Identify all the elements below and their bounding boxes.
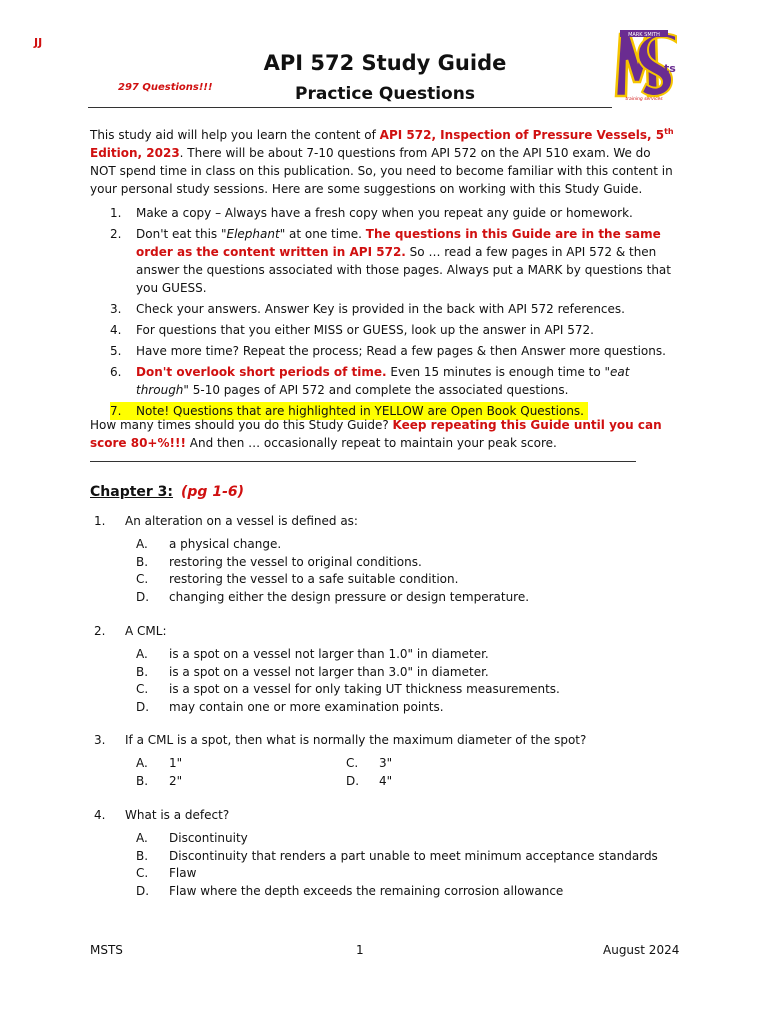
option-text: Flaw xyxy=(169,866,197,880)
answer-options xyxy=(136,646,684,716)
option-letter: A. xyxy=(136,647,148,661)
tip-item xyxy=(110,363,680,399)
page-subtitle: Practice Questions xyxy=(295,84,475,104)
tip-number: 7. xyxy=(110,404,122,418)
tip-text: " at one time. xyxy=(279,227,366,241)
option-letter: C. xyxy=(346,756,359,770)
question xyxy=(94,514,684,606)
option-letter: D. xyxy=(136,589,150,604)
closing-text-rest: And then … occasionally repeat to maintain your peak score. xyxy=(185,436,557,450)
option-letter: C. xyxy=(136,682,149,696)
option-text: restoring the vessel to original conditions. xyxy=(169,554,422,569)
answer-options xyxy=(136,830,684,900)
question-text: If a CML is a spot, then what is normally the maximum diameter of the spot? xyxy=(125,733,587,747)
chapter-heading xyxy=(90,484,244,500)
option-text: Flaw where the depth exceeds the remaining corrosion allowance xyxy=(169,883,564,898)
option-text: a physical change. xyxy=(169,537,282,551)
tip-text: Make a copy – Always have a fresh copy when you repeat any guide or homework. xyxy=(136,206,633,220)
question-text: An alteration on a vessel is defined as: xyxy=(125,514,358,528)
tip-item xyxy=(110,321,680,339)
tip-number: 1. xyxy=(110,206,122,220)
tip-item xyxy=(110,204,680,222)
answer-option xyxy=(136,865,684,883)
option-letter: B. xyxy=(136,848,149,863)
tip-text-emphasis: Don't overlook short periods of time. xyxy=(136,365,387,379)
answer-option xyxy=(136,755,346,773)
question-number: 2. xyxy=(94,624,106,638)
option-text: 2" xyxy=(169,773,183,788)
option-letter: A. xyxy=(136,756,148,770)
option-letter: B. xyxy=(136,554,149,569)
tip-text-italic: eat through xyxy=(136,365,630,397)
option-letter: B. xyxy=(136,773,149,788)
tip-number: 3. xyxy=(110,302,122,316)
tip-number: 2. xyxy=(110,227,122,241)
option-letter: A. xyxy=(136,537,148,551)
question-text: A CML: xyxy=(125,624,167,638)
option-letter: D. xyxy=(136,699,150,714)
intro-edition-sup: th xyxy=(664,127,674,136)
tip-item xyxy=(110,300,680,318)
msts-logo xyxy=(606,26,678,102)
header-divider xyxy=(88,107,612,108)
footer-date: August 2024 xyxy=(603,943,680,957)
answer-options xyxy=(136,755,684,790)
option-text: is a spot on a vessel not larger than 1.0" in diameter. xyxy=(169,647,489,661)
closing-paragraph xyxy=(90,416,680,452)
question xyxy=(94,624,684,716)
answer-option xyxy=(136,571,684,589)
answer-option xyxy=(136,883,684,901)
option-text: Discontinuity that renders a part unable to meet minimum acceptance standards xyxy=(169,848,658,863)
tip-number: 6. xyxy=(110,365,122,379)
question-number: 3. xyxy=(94,733,106,747)
intro-text-rest: . There will be about 7-10 questions from API 572 on the API 510 exam. We do NOT spend time in class on this publication. So, you need to become familiar with this content in your personal study sessions. Here are some suggestions on working with this Study Guide. xyxy=(90,146,673,196)
answer-option xyxy=(136,664,684,682)
tip-text: Even 15 minutes is enough time to " xyxy=(386,365,611,379)
chapter-pages: (pg 1-6) xyxy=(181,484,245,500)
page-title: API 572 Study Guide xyxy=(263,51,507,75)
tip-text-italic: Elephant xyxy=(226,227,280,241)
logo-bottom-text: training services xyxy=(625,97,663,102)
intro-publication-edition: Edition, 2023 xyxy=(90,146,180,160)
option-text: 3" xyxy=(379,756,393,770)
chapter-label: Chapter 3: xyxy=(90,484,174,500)
tip-text: Don't eat this " xyxy=(136,227,227,241)
answer-option xyxy=(136,830,684,848)
option-letter: D. xyxy=(136,883,150,898)
tip-number: 4. xyxy=(110,323,122,337)
closing-emphasis: Keep repeating this Guide until you can score 80+%!!! xyxy=(90,418,662,450)
answer-option xyxy=(136,848,684,866)
question xyxy=(94,808,684,900)
closing-text: How many times should you do this Study Guide? xyxy=(90,418,393,432)
question-number: 1. xyxy=(94,514,106,528)
option-letter: D. xyxy=(346,773,360,788)
answer-option xyxy=(136,646,684,664)
option-text: 1" xyxy=(169,756,183,770)
option-letter: C. xyxy=(136,572,149,586)
option-letter: A. xyxy=(136,831,148,845)
tip-text: For questions that you either MISS or GUESS, look up the answer in API 572. xyxy=(136,323,594,337)
section-divider xyxy=(90,461,636,462)
answer-option xyxy=(136,681,684,699)
question xyxy=(94,733,684,790)
tip-text: So … read a few pages in API 572 & then answer the questions associated with those pages. Always put a MARK by questions that you GUESS. xyxy=(136,245,671,295)
tip-text: Check your answers. Answer Key is provided in the back with API 572 references. xyxy=(136,302,625,316)
study-tips-list xyxy=(110,204,680,423)
answer-option xyxy=(136,589,684,607)
answer-options xyxy=(136,536,684,606)
question-number: 4. xyxy=(94,808,106,822)
intro-publication-title: API 572, Inspection of Pressure Vessels, 5 xyxy=(379,128,665,142)
intro-text: This study aid will help you learn the content of xyxy=(90,128,380,142)
option-text: restoring the vessel to a safe suitable condition. xyxy=(169,572,459,586)
option-text: changing either the design pressure or design temperature. xyxy=(169,589,530,604)
option-letter: B. xyxy=(136,664,149,679)
answer-option xyxy=(136,773,346,791)
answer-option xyxy=(136,554,684,572)
answer-option xyxy=(346,755,546,773)
tip-item xyxy=(110,225,680,297)
tip-number: 5. xyxy=(110,344,122,358)
question-count-note: 297 Questions!!! xyxy=(118,82,213,93)
option-text: 4" xyxy=(379,773,393,788)
answer-option xyxy=(136,536,684,554)
tip-item xyxy=(110,342,680,360)
tip-text: Have more time? Repeat the process; Read a few pages & then Answer more questions. xyxy=(136,344,666,358)
logo-suffix: ts xyxy=(664,62,676,75)
option-text: may contain one or more examination points. xyxy=(169,699,444,714)
logo-top-text: MARK SMITH xyxy=(628,32,660,38)
corner-mark: JJ xyxy=(34,36,43,49)
tip-text-emphasis: The questions in this Guide are in the same order as the content written in API 572. xyxy=(136,227,661,259)
option-text: is a spot on a vessel not larger than 3.0" in diameter. xyxy=(169,664,489,679)
tip-text: Note! Questions that are highlighted in YELLOW are Open Book Questions. xyxy=(136,404,584,418)
answer-option xyxy=(136,699,684,717)
footer-left: MSTS xyxy=(90,943,123,957)
option-letter: C. xyxy=(136,866,149,880)
page-number: 1 xyxy=(356,943,364,957)
answer-option xyxy=(346,773,546,791)
option-text: is a spot on a vessel for only taking UT thickness measurements. xyxy=(169,682,560,696)
intro-paragraph xyxy=(90,123,680,198)
tip-text: " 5-10 pages of API 572 and complete the associated questions. xyxy=(183,383,569,397)
question-text: What is a defect? xyxy=(125,808,230,822)
option-text: Discontinuity xyxy=(169,831,248,845)
